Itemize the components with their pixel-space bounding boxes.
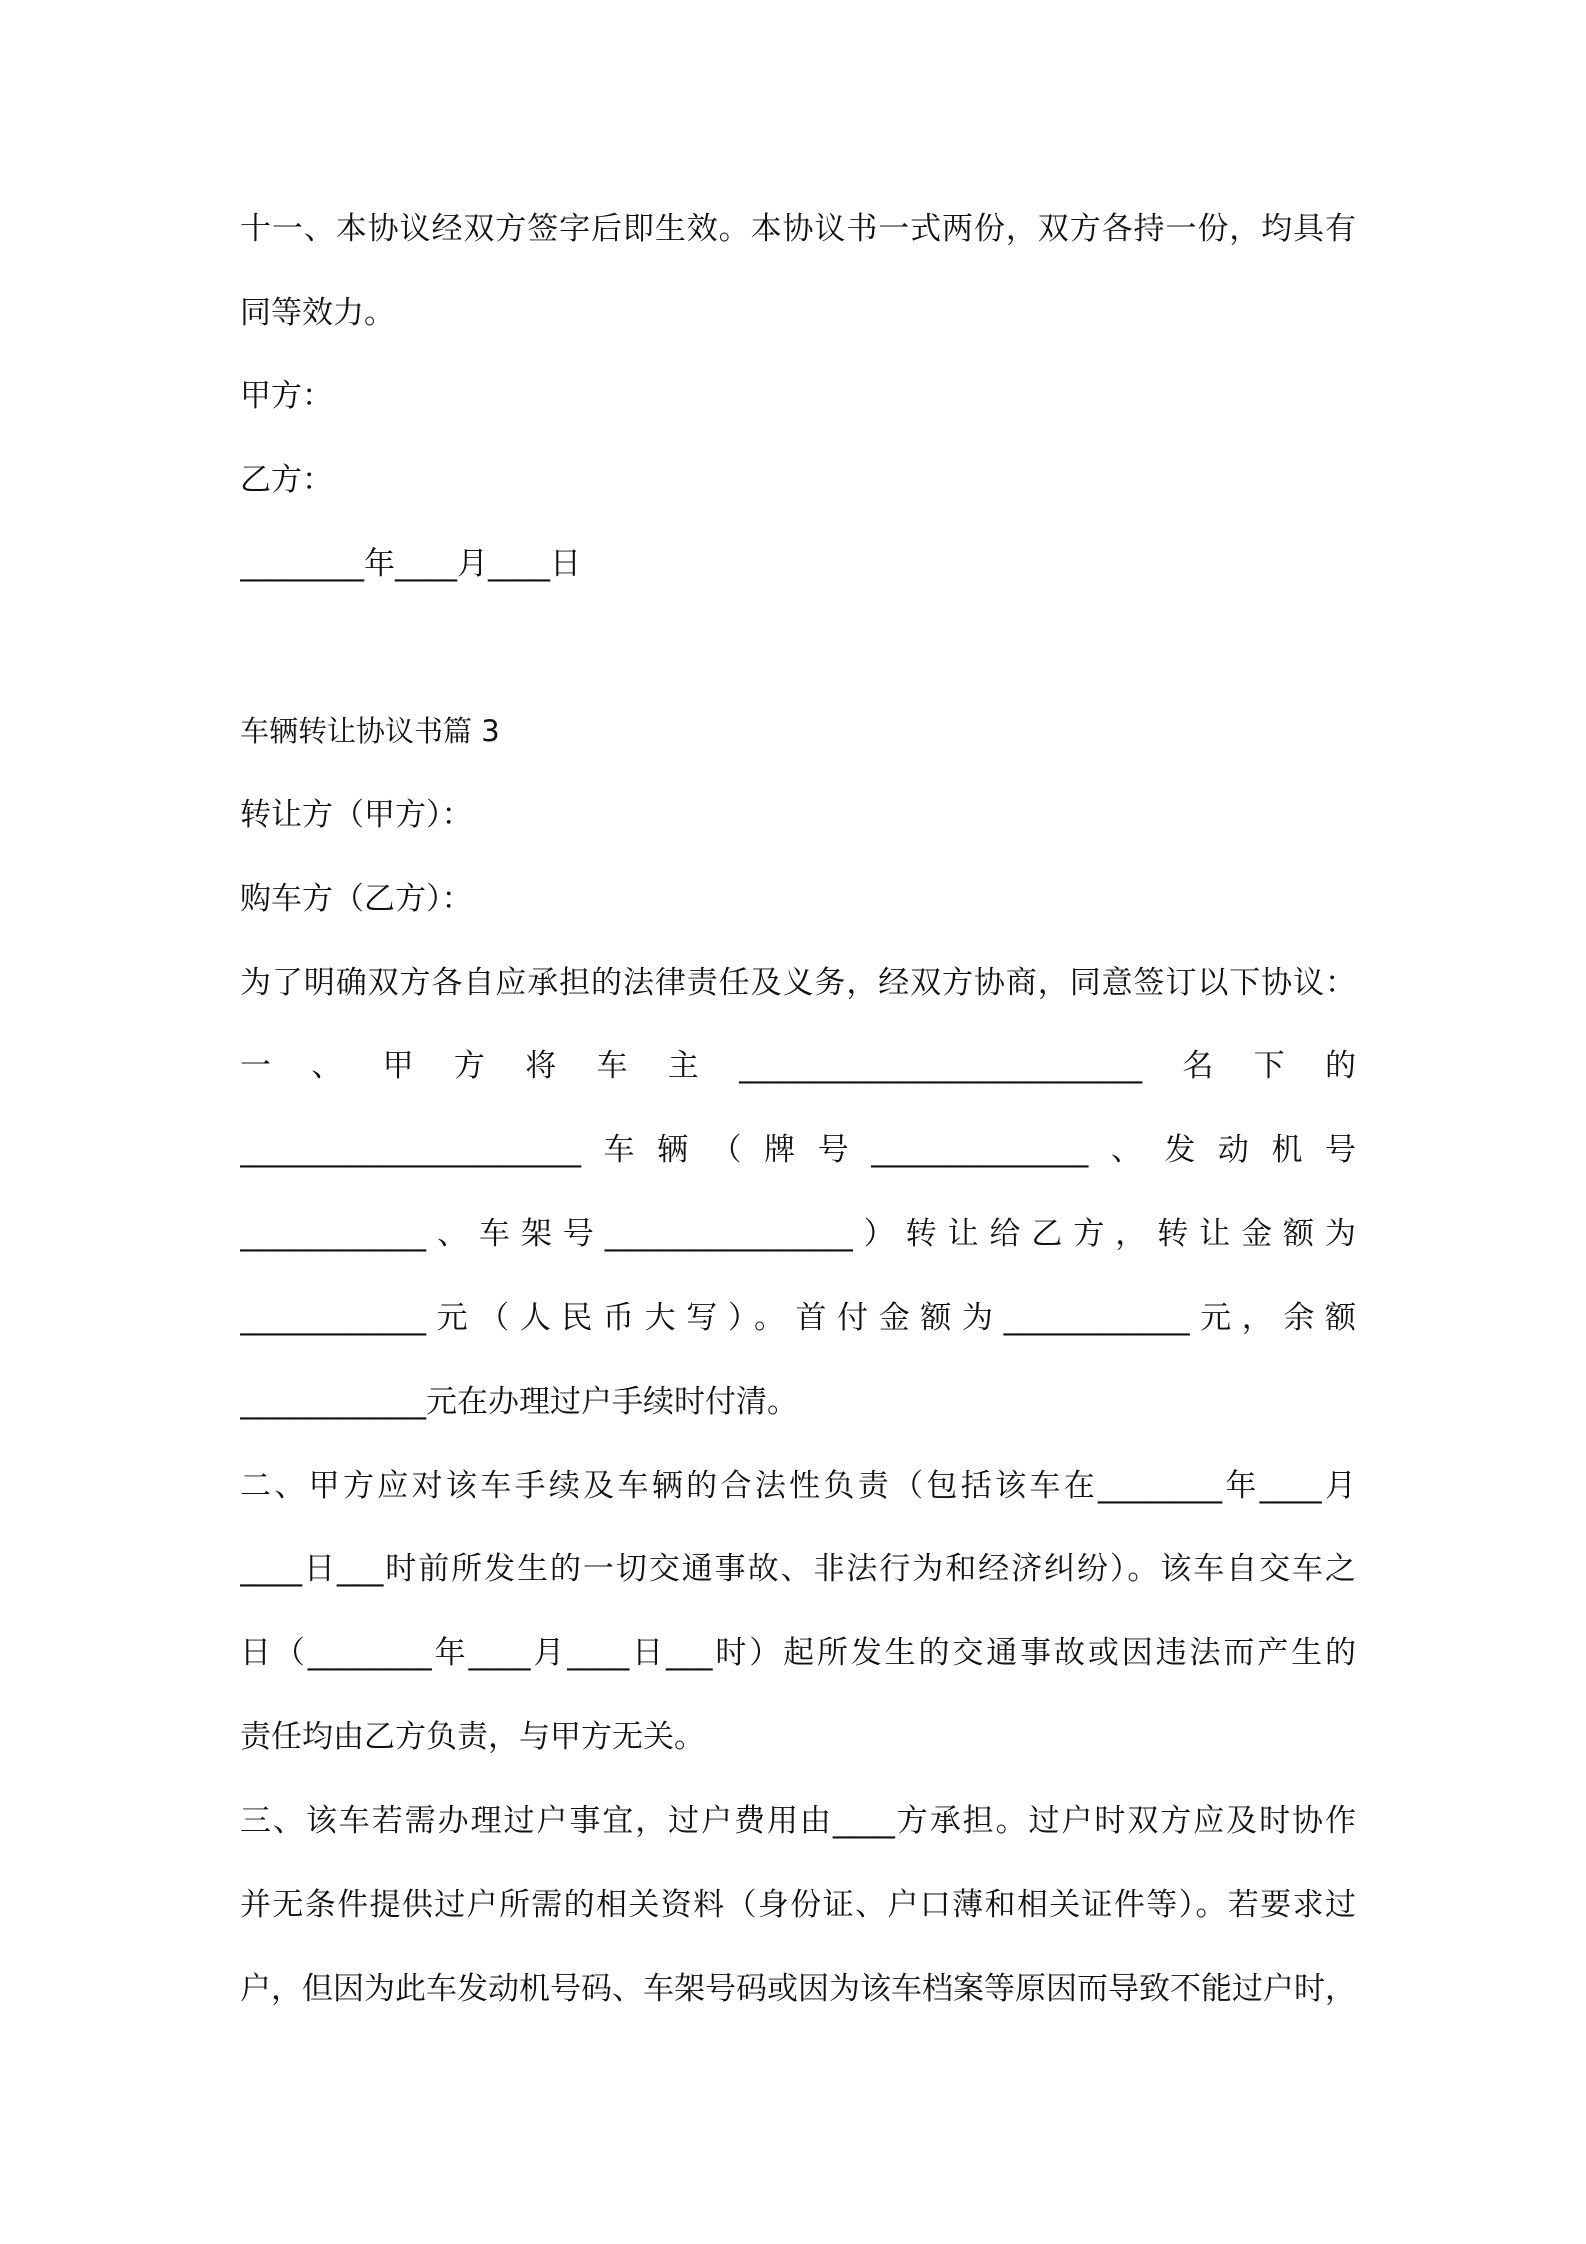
section-title: 车辆转让协议书篇 3: [240, 714, 500, 748]
clause-2-line-4: 责任均由乙方负责，与甲方无关。: [240, 1719, 705, 1755]
intro-line: 为了明确双方各自应承担的法律责任及义务，经双方协商，同意签订以下协议：: [240, 965, 1356, 1001]
clause-2-line-1: 二、甲方应对该车手续及车辆的合法性负责（包括该车在________年____月: [240, 1468, 1356, 1504]
clause-2-line-2: ____日___时前所发生的一切交通事故、非法行为和经济纠纷）。该车自交车之: [240, 1551, 1356, 1587]
clause-1-line-3: ____________、车架号________________）转让给乙方，转让金额为: [240, 1216, 1356, 1252]
clause-1-line-1: 一、甲方将车主__________________________名下的: [240, 1048, 1356, 1084]
clause-11-line-2: 同等效力。: [240, 295, 395, 331]
transferor-line: 转让方（甲方）：: [240, 797, 473, 833]
buyer-line: 购车方（乙方）：: [240, 881, 473, 917]
party-a-signature-line: 甲方：: [240, 378, 333, 414]
clause-3-line-2: 并无条件提供过户所需的相关资料（身份证、户口薄和相关证件等）。若要求过: [240, 1887, 1356, 1923]
party-b-signature-line: 乙方：: [240, 462, 333, 498]
clause-11-line-1: 十一、本协议经双方签字后即生效。本协议书一式两份，双方各持一份，均具有: [240, 211, 1356, 247]
clause-1-line-5: ____________元在办理过户手续时付清。: [240, 1384, 798, 1420]
clause-2-line-3: 日（________年____月____日___时）起所发生的交通事故或因违法而产生的: [240, 1635, 1356, 1671]
clause-3-line-3: 户，但因为此车发动机号码、车架号码或因为该车档案等原因而导致不能过户时，: [240, 1971, 1356, 2007]
clause-1-line-4: ____________元（人民币大写）。首付金额为____________元，余额: [240, 1300, 1356, 1336]
clause-3-line-1: 三、该车若需办理过户事宜，过户费用由____方承担。过户时双方应及时协作: [240, 1803, 1356, 1839]
date-line: ________年____月____日: [240, 546, 581, 582]
clause-1-line-2: ______________________车辆（牌号______________、发动机号: [240, 1132, 1356, 1168]
